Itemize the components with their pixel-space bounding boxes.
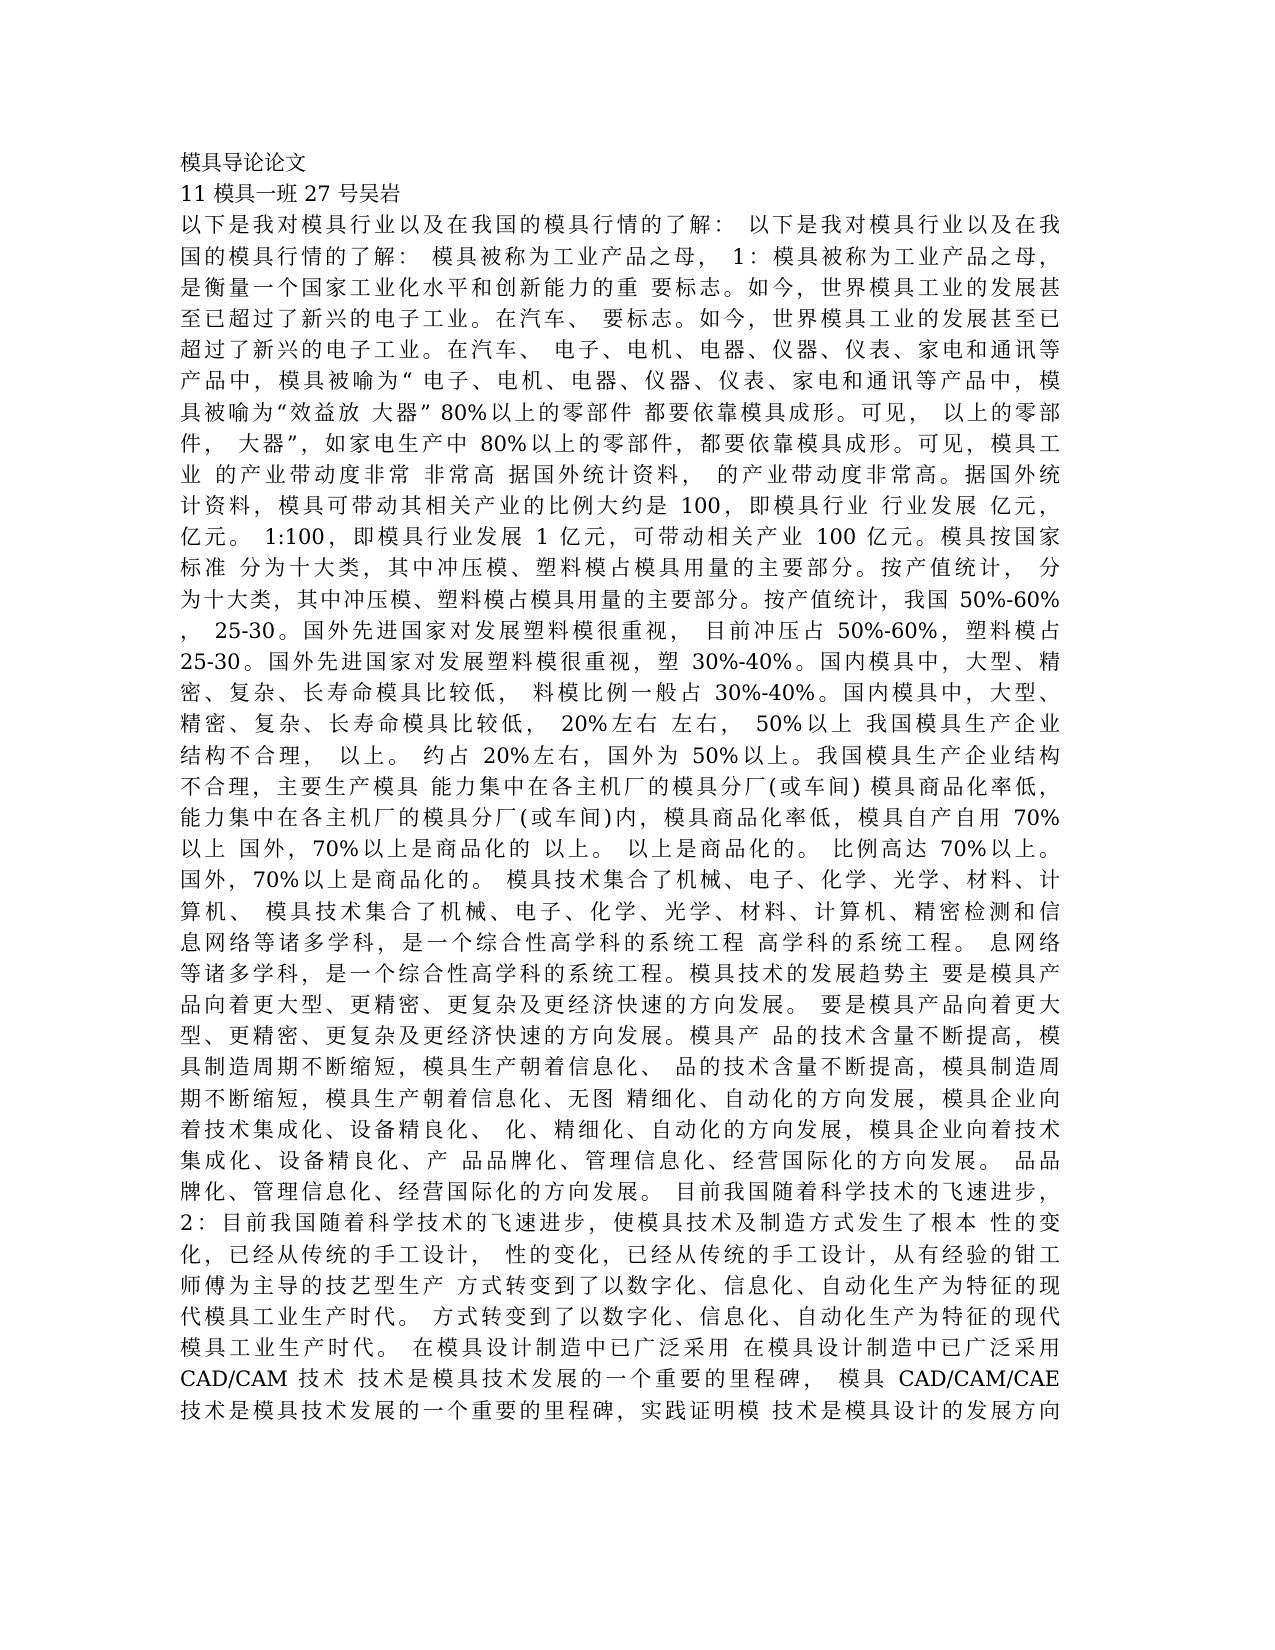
- body-line: 超过了新兴的电子工业。在汽车、 电子、电机、电器、仪器、仪表、家电和通讯等: [180, 338, 1060, 363]
- body-line: 师傅为主导的技艺型生产 方式转变到了以数字化、信息化、自动化生产为特征的现: [180, 1273, 1060, 1298]
- body-line: 结构不合理， 以上。 约占 20%左右，国外为 50%以上。我国模具生产企业结构: [180, 743, 1060, 768]
- body-line: 是衡量一个国家工业化水平和创新能力的重 要标志。如今，世界模具工业的发展甚: [180, 275, 1060, 300]
- body-line: 代模具工业生产时代。 方式转变到了以数字化、信息化、自动化生产为特征的现代: [180, 1304, 1060, 1329]
- body-line: 着技术集成化、设备精良化、 化、精细化、自动化的方向发展，模具企业向着技术: [180, 1117, 1060, 1142]
- body-line: 件， 大器”，如家电生产中 80%以上的零部件，都要依靠模具成形。可见，模具工: [180, 431, 1060, 456]
- body-line: 至已超过了新兴的电子工业。在汽车、 要标志。如今，世界模具工业的发展甚至已: [180, 306, 1060, 331]
- body-line: 以上 国外，70%以上是商品化的 以上。 以上是商品化的。 比例高达 70%以上。: [180, 837, 1060, 862]
- document-body: [180, 210, 1060, 1426]
- body-line: 为十大类，其中冲压模、塑料模占模具用量的主要部分。按产值统计，我国 50%-60%: [180, 587, 1060, 612]
- body-line: 以下是我对模具行业以及在我国的模具行情的了解： 以下是我对模具行业以及在我: [180, 213, 1060, 238]
- body-line: 型、更精密、更复杂及更经济快速的方向发展。模具产 品的技术含量不断提高，模: [180, 1024, 1060, 1049]
- body-line: 模具工业生产时代。 在模具设计制造中已广泛采用 在模具设计制造中已广泛采用: [180, 1336, 1060, 1361]
- body-line: 期不断缩短，模具生产朝着信息化、无图 精细化、自动化的方向发展，模具企业向: [180, 1086, 1060, 1111]
- body-line: 集成化、设备精良化、产 品品牌化、管理信息化、经营国际化的方向发展。 品品: [180, 1149, 1060, 1173]
- document-title: 模具导论论文: [180, 151, 306, 175]
- body-line: 密、复杂、长寿命模具比较低， 料模比例一般占 30%-40%。国内模具中，大型、: [180, 681, 1060, 706]
- body-line: 品向着更大型、更精密、更复杂及更经济快速的方向发展。 要是模具产品向着更大: [180, 993, 1060, 1018]
- body-line: 技术是模具技术发展的一个重要的里程碑，实践证明模 技术是模具设计的发展方向: [180, 1398, 1060, 1423]
- body-line: 不合理，主要生产模具 能力集中在各主机厂的模具分厂(或车间) 模具商品化率低，: [180, 774, 1060, 799]
- body-line: CAD/CAM 技术 技术是模具技术发展的一个重要的里程碑， 模具 CAD/CAM/CAE: [180, 1367, 1060, 1392]
- body-line: 国的模具行情的了解： 模具被称为工业产品之母， 1：模具被称为工业产品之母，: [180, 244, 1060, 269]
- body-line: 牌化、管理信息化、经营国际化的方向发展。 目前我国随着科学技术的飞速进步，: [180, 1180, 1060, 1205]
- body-line: 产品中，模具被喻为“ 电子、电机、电器、仪器、仪表、家电和通讯等产品中，模: [180, 369, 1060, 394]
- body-line: 计资料，模具可带动其相关产业的比例大约是 100，即模具行业 行业发展 亿元，: [180, 494, 1060, 519]
- body-line: 业 的产业带动度非常 非常高 据国外统计资料， 的产业带动度非常高。据国外统: [180, 462, 1060, 487]
- body-line: 能力集中在各主机厂的模具分厂(或车间)内，模具商品化率低，模具自产自用 70%: [180, 805, 1060, 830]
- body-line: 等诸多学科，是一个综合性高学科的系统工程。模具技术的发展趋势主 要是模具产: [180, 961, 1060, 986]
- author-line: 11 模具一班 27 号吴岩: [180, 182, 401, 207]
- body-line: 国外，70%以上是商品化的。 模具技术集合了机械、电子、化学、光学、材料、计: [180, 868, 1060, 893]
- body-line: 算机、 模具技术集合了机械、电子、化学、光学、材料、计算机、精密检测和信: [180, 899, 1060, 924]
- body-line: 2：目前我国随着科学技术的飞速进步，使模具技术及制造方式发生了根本 性的变: [180, 1211, 1060, 1236]
- body-line: 亿元。 1:100，即模具行业发展 1 亿元，可带动相关产业 100 亿元。模具按国家: [180, 525, 1060, 550]
- body-line: 25-30。国外先进国家对发展塑料模很重视，塑 30%-40%。国内模具中，大型、精: [180, 650, 1060, 674]
- body-line: 化，已经从传统的手工设计， 性的变化，已经从传统的手工设计，从有经验的钳工: [180, 1242, 1060, 1267]
- body-line: ， 25-30。国外先进国家对发展塑料模很重视， 目前冲压占 50%-60%，塑料模占: [180, 618, 1060, 643]
- body-line: 具制造周期不断缩短，模具生产朝着信息化、 品的技术含量不断提高，模具制造周: [180, 1055, 1060, 1080]
- body-line: 具被喻为“效益放 大器” 80%以上的零部件 都要依靠模具成形。可见， 以上的零部: [180, 400, 1060, 425]
- body-line: 息网络等诸多学科，是一个综合性高学科的系统工程 高学科的系统工程。 息网络: [180, 930, 1060, 955]
- document-page: [180, 148, 1060, 1427]
- body-line: 精密、复杂、长寿命模具比较低， 20%左右 左右， 50%以上 我国模具生产企业: [180, 712, 1060, 737]
- body-line: 标准 分为十大类，其中冲压模、塑料模占模具用量的主要部分。按产值统计， 分: [180, 556, 1060, 581]
